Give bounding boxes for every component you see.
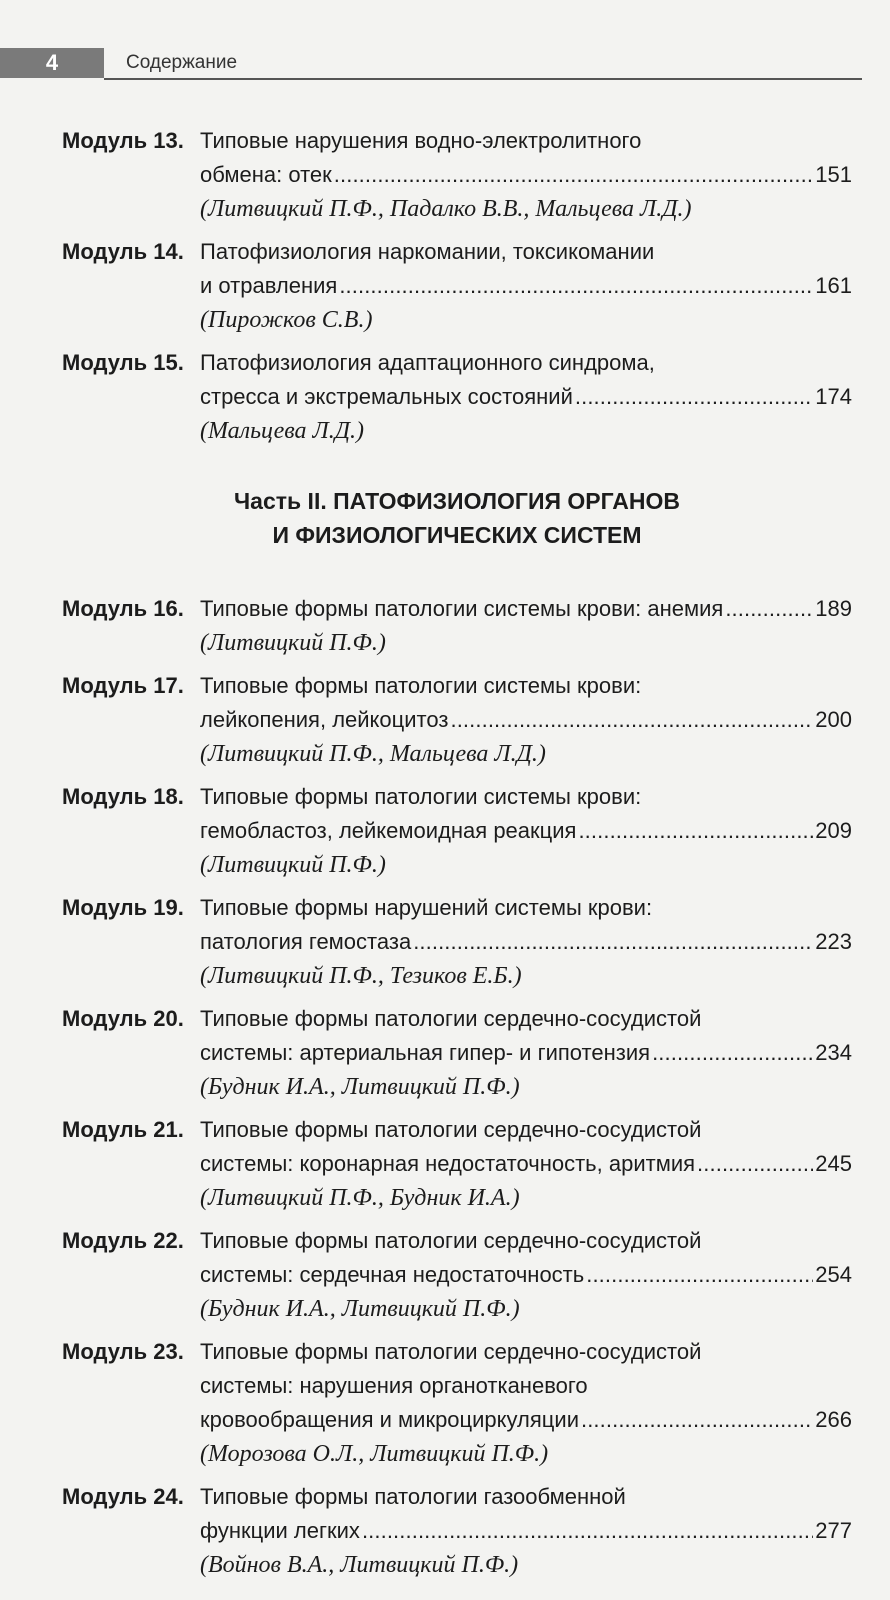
entry-title-line: Типовые формы патологии сердечно-сосудистой [200,1228,702,1253]
entry-title-line: Типовые формы нарушений системы крови: [200,895,653,920]
entry-title-line: Патофизиология адаптационного синдрома, [200,350,655,375]
page-header [0,44,862,84]
page-reference: 245 [815,1151,852,1176]
entry-body [200,891,852,993]
module-number: Модуль 16. [62,596,184,621]
page-reference: 277 [815,1518,852,1543]
toc [62,124,852,1591]
entry-title-line: Патофизиология наркомании, токсикомании [200,239,655,264]
entry-body [200,1480,852,1582]
dot-leader [334,158,814,192]
entry-title-last-line [200,703,852,737]
dot-leader [586,1258,813,1292]
entry-authors: (Мальцева Л.Д.) [200,418,365,444]
toc-entry[interactable] [62,669,852,771]
entry-title-line: Типовые формы патологии системы крови: [200,784,642,809]
dot-leader [362,1514,813,1548]
toc-entry[interactable] [62,346,852,448]
module-number: Модуль 18. [62,784,184,809]
entry-title-last-line [200,1514,852,1548]
entry-title-line: Типовые формы патологии сердечно-сосудистой [200,1006,702,1031]
toc-entry[interactable] [62,780,852,882]
entry-title-last-line [200,1403,852,1437]
module-number: Модуль 23. [62,1339,184,1364]
module-number: Модуль 14. [62,239,184,264]
entry-body [200,235,852,337]
entry-title-last-line [200,1147,852,1181]
toc-entry[interactable] [62,1113,852,1215]
entry-title-text: стресса и экстремальных состояний [200,384,573,409]
entry-authors: (Литвицкий П.Ф., Будник И.А.) [200,1185,520,1211]
entry-title-last-line [200,925,852,959]
entry-title-line: Типовые формы патологии сердечно-сосудистой [200,1339,702,1364]
page-reference: 223 [815,929,852,954]
module-number: Модуль 20. [62,1006,184,1031]
entry-title-text: патология гемостаза [200,929,412,954]
entry-authors: (Пирожков С.В.) [200,307,373,333]
page-reference: 174 [815,384,852,409]
entry-body [200,592,852,660]
entry-title-line: системы: нарушения органотканевого [200,1373,588,1398]
entry-title-text: гемобластоз, лейкемоидная реакция [200,818,577,843]
part-heading [62,484,852,552]
module-number: Модуль 15. [62,350,184,375]
entry-body [200,1224,852,1326]
page-number: 4 [0,48,104,78]
entry-authors: (Литвицкий П.Ф., Падалко В.В., Мальцева Л.Д.) [200,196,692,222]
entry-body [200,669,852,771]
dot-leader [581,1403,813,1437]
entry-authors: (Будник И.А., Литвицкий П.Ф.) [200,1074,520,1100]
entry-title-text: системы: сердечная недостаточность [200,1262,585,1287]
toc-group-part2 [62,592,852,1582]
page-reference: 151 [815,162,852,187]
entry-title-text: обмена: отек [200,162,332,187]
entry-title-last-line [200,1258,852,1292]
dot-leader [450,703,813,737]
page-reference: 200 [815,707,852,732]
page-reference: 266 [815,1407,852,1432]
dot-leader [725,592,813,626]
entry-title-last-line [200,592,852,626]
entry-title-last-line [200,814,852,848]
module-number: Модуль 24. [62,1484,184,1509]
entry-title-line: Типовые формы патологии газообменной [200,1484,626,1509]
running-head: Содержание [126,52,238,73]
toc-entry[interactable] [62,1480,852,1582]
module-number: Модуль 19. [62,895,184,920]
module-number: Модуль 22. [62,1228,184,1253]
entry-body [200,780,852,882]
module-number: Модуль 13. [62,128,184,153]
toc-entry[interactable] [62,235,852,337]
entry-authors: (Литвицкий П.Ф., Тезиков Е.Б.) [200,963,522,989]
entry-title-text: функции легких [200,1518,360,1543]
toc-entry[interactable] [62,1224,852,1326]
entry-body [200,124,852,226]
entry-authors: (Морозова О.Л., Литвицкий П.Ф.) [200,1441,549,1467]
entry-title-text: лейкопения, лейкоцитоз [200,707,449,732]
entry-body [200,1335,852,1471]
dot-leader [575,380,813,414]
entry-title-last-line [200,1036,852,1070]
page-reference: 234 [815,1040,852,1065]
dot-leader [339,269,813,303]
entry-title-text: системы: коронарная недостаточность, аритмия [200,1151,696,1176]
dot-leader [697,1147,813,1181]
entry-title-line: Типовые формы патологии системы крови: [200,673,642,698]
page-reference: 189 [815,596,852,621]
dot-leader [652,1036,813,1070]
dot-leader [413,925,813,959]
page-reference: 254 [815,1262,852,1287]
entry-title-line: Типовые нарушения водно-электролитного [200,128,642,153]
toc-entry[interactable] [62,592,852,660]
entry-title-text: системы: артериальная гипер- и гипотензия [200,1040,651,1065]
entry-title-last-line [200,269,852,303]
part-heading-line2: И ФИЗИОЛОГИЧЕСКИХ СИСТЕМ [272,522,642,548]
entry-title-last-line [200,158,852,192]
header-rule [104,78,862,80]
page-reference: 161 [815,273,852,298]
toc-group-part1 [62,124,852,448]
entry-body [200,1002,852,1104]
toc-entry[interactable] [62,124,852,226]
entry-authors: (Литвицкий П.Ф., Мальцева Л.Д.) [200,741,546,767]
part-heading-line1: Часть II. ПАТОФИЗИОЛОГИЯ ОРГАНОВ [234,488,680,514]
entry-title-text: Типовые формы патологии системы крови: анемия [200,596,724,621]
entry-body [200,346,852,448]
entry-title-line: Типовые формы патологии сердечно-сосудистой [200,1117,702,1142]
entry-authors: (Войнов В.А., Литвицкий П.Ф.) [200,1552,519,1578]
module-number: Модуль 17. [62,673,184,698]
entry-authors: (Будник И.А., Литвицкий П.Ф.) [200,1296,520,1322]
toc-entry[interactable] [62,1335,852,1471]
entry-title-last-line [200,380,852,414]
entry-title-text: кровообращения и микроциркуляции [200,1407,579,1432]
toc-entry[interactable] [62,891,852,993]
page-reference: 209 [815,818,852,843]
entry-authors: (Литвицкий П.Ф.) [200,630,386,656]
entry-authors: (Литвицкий П.Ф.) [200,852,386,878]
entry-title-text: и отравления [200,273,338,298]
module-number: Модуль 21. [62,1117,184,1142]
toc-entry[interactable] [62,1002,852,1104]
entry-body [200,1113,852,1215]
dot-leader [578,814,813,848]
